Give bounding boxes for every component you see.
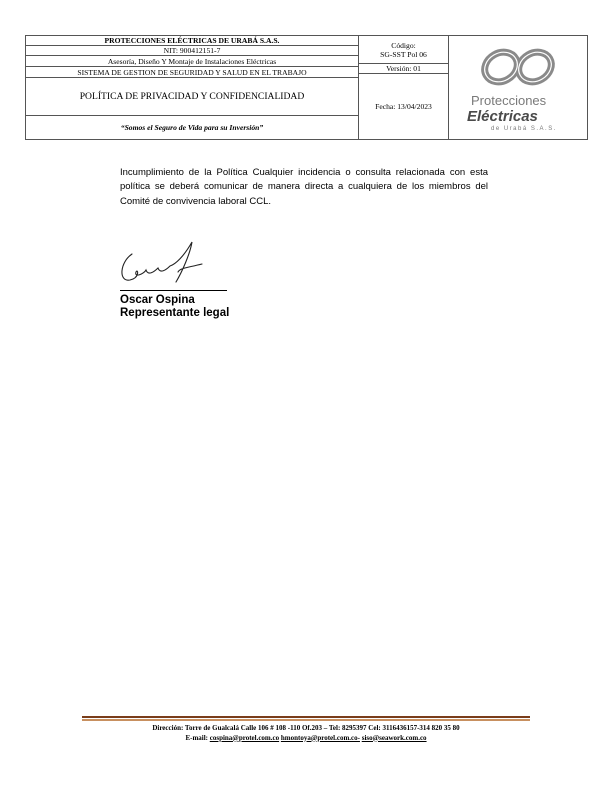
code-cell: [359, 36, 449, 64]
system-name: SISTEMA DE GESTION DE SEGURIDAD Y SALUD EN EL TRABAJO: [26, 67, 359, 78]
email-link-2[interactable]: hmontoya@protel.com.co-: [280, 733, 360, 742]
version: Versión: 01: [359, 64, 449, 74]
footer-divider: [82, 716, 530, 721]
signature-line: [120, 290, 227, 291]
code-value: SG-SST Pol 06: [380, 49, 427, 59]
document-header: [25, 35, 588, 140]
code-label: Código:: [391, 40, 416, 50]
services: Asesoría, Diseño Y Montaje de Instalaciones Eléctricas: [26, 56, 359, 67]
email-link-1[interactable]: cospina@protel.com.co: [209, 733, 280, 742]
document-date: Fecha: 13/04/2023: [359, 74, 449, 140]
company-name: PROTECCIONES ELÉCTRICAS DE URABÁ S.A.S.: [26, 36, 359, 46]
logo-line3: de Urabá S.A.S.: [491, 125, 557, 132]
email-label: E-mail:: [185, 733, 208, 742]
email-link-3[interactable]: siso@seawork.com.co: [361, 733, 427, 742]
logo-cell: [449, 36, 588, 140]
footer: [82, 724, 530, 743]
policy-title: POLÍTICA DE PRIVACIDAD Y CONFIDENCIALIDAD: [26, 78, 359, 116]
footer-address: Dirección: Torre de Gualcalá Calle 106 # 108 -110 Of.203 – Tel: 8295397 Cel: 3116436157-314 820 35 80: [152, 724, 460, 732]
nit: NIT: 900412151-7: [26, 46, 359, 56]
logo-line1: Protecciones: [471, 92, 547, 108]
footer-emails: [82, 734, 530, 744]
handwritten-signature: [118, 238, 208, 290]
company-logo: [451, 37, 588, 139]
logo-line2: Eléctricas: [467, 107, 538, 125]
body-paragraph: Incumplimiento de la Política Cualquier incidencia o consulta relacionada con esta política se deberá comunicar de manera directa a cualquiera de los miembros del Comité de convivencia laboral CCL.: [120, 167, 488, 207]
signer-role: Representante legal: [120, 306, 230, 319]
slogan: “Somos el Seguro de Vida para su Inversión”: [26, 116, 359, 140]
signer-block: [120, 294, 229, 319]
signer-name: Oscar Ospina: [120, 294, 195, 306]
